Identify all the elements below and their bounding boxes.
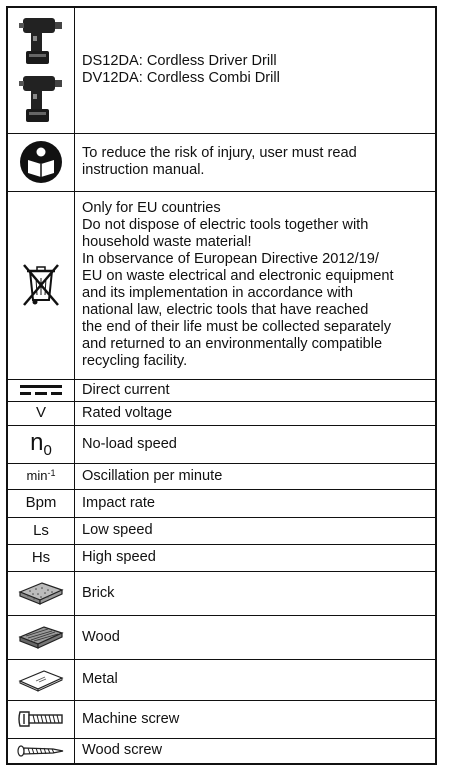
- description-cell: Wood screw: [75, 738, 437, 764]
- symbol-cell: [7, 489, 75, 517]
- table-row: [7, 7, 436, 133]
- description-cell: Wood: [75, 615, 437, 659]
- voltage-symbol: V: [35, 404, 46, 421]
- read-manual-icon: [19, 140, 63, 184]
- description-cell: Rated voltage: [75, 401, 437, 425]
- symbol-cell: [7, 615, 75, 659]
- description-cell: Brick: [75, 571, 437, 615]
- description-cell: Metal: [75, 659, 437, 700]
- no-load-speed-symbol: $n_0$: [30, 429, 52, 459]
- description-cell: Oscillation per minute: [75, 463, 437, 489]
- table-row: [7, 489, 436, 517]
- description-cell: Impact rate: [75, 489, 437, 517]
- brick-icon: [18, 580, 64, 606]
- description-cell: High speed: [75, 544, 437, 571]
- symbol-cell: [7, 379, 75, 401]
- impact-rate-symbol: Bpm: [25, 494, 57, 511]
- symbol-cell: [7, 7, 75, 133]
- table-row: [7, 659, 436, 700]
- machine-screw-icon: [17, 708, 65, 730]
- table-row: [7, 425, 436, 463]
- table-row: [7, 700, 436, 738]
- symbol-cell: [7, 463, 75, 489]
- symbol-cell: [7, 700, 75, 738]
- table-row: [7, 191, 436, 379]
- table-row: [7, 544, 436, 571]
- symbol-cell: [7, 191, 75, 379]
- symbol-cell: [7, 738, 75, 764]
- table-row: [7, 517, 436, 544]
- table-row: [7, 571, 436, 615]
- description-cell: Only for EU countries Do not dispose of electric tools together with household waste material! In observance of European Directive 2012/19/ EU on waste electrical and electronic equipment and its implementation in accordance with national law, electric tools that have reached the end of their life must be collected separately and returned to an environmentally compatible recycling facility.: [75, 191, 437, 379]
- description-cell: DS12DA: Cordless Driver Drill DV12DA: Cordless Combi Drill: [75, 7, 437, 133]
- symbol-cell: [7, 571, 75, 615]
- direct-current-icon: [19, 384, 63, 396]
- high-speed-symbol: Hs: [31, 548, 51, 566]
- table-row: [7, 615, 436, 659]
- symbol-cell: [7, 425, 75, 463]
- symbol-cell: [7, 133, 75, 191]
- table-row: [7, 379, 436, 401]
- description-cell: Machine screw: [75, 700, 437, 738]
- table-row: [7, 401, 436, 425]
- table-row: [7, 738, 436, 764]
- description-cell: Direct current: [75, 379, 437, 401]
- table-row: [7, 463, 436, 489]
- description-cell: Low speed: [75, 517, 437, 544]
- wood-screw-icon: [17, 745, 65, 757]
- symbol-cell: [7, 659, 75, 700]
- description-cell: To reduce the risk of injury, user must read instruction manual.: [75, 133, 437, 191]
- symbol-cell: [7, 401, 75, 425]
- metal-icon: [18, 668, 64, 692]
- symbols-table: [6, 6, 437, 765]
- crossed-out-wheelie-bin-icon: [21, 262, 61, 308]
- description-cell: No-load speed: [75, 425, 437, 463]
- low-speed-symbol: Ls: [33, 521, 49, 539]
- table-row: [7, 133, 436, 191]
- cordless-drill-icon: [19, 14, 63, 126]
- symbol-cell: [7, 517, 75, 544]
- wood-icon: [18, 624, 64, 650]
- symbol-cell: [7, 544, 75, 571]
- per-minute-symbol: $\min^{-1}$: [26, 468, 56, 483]
